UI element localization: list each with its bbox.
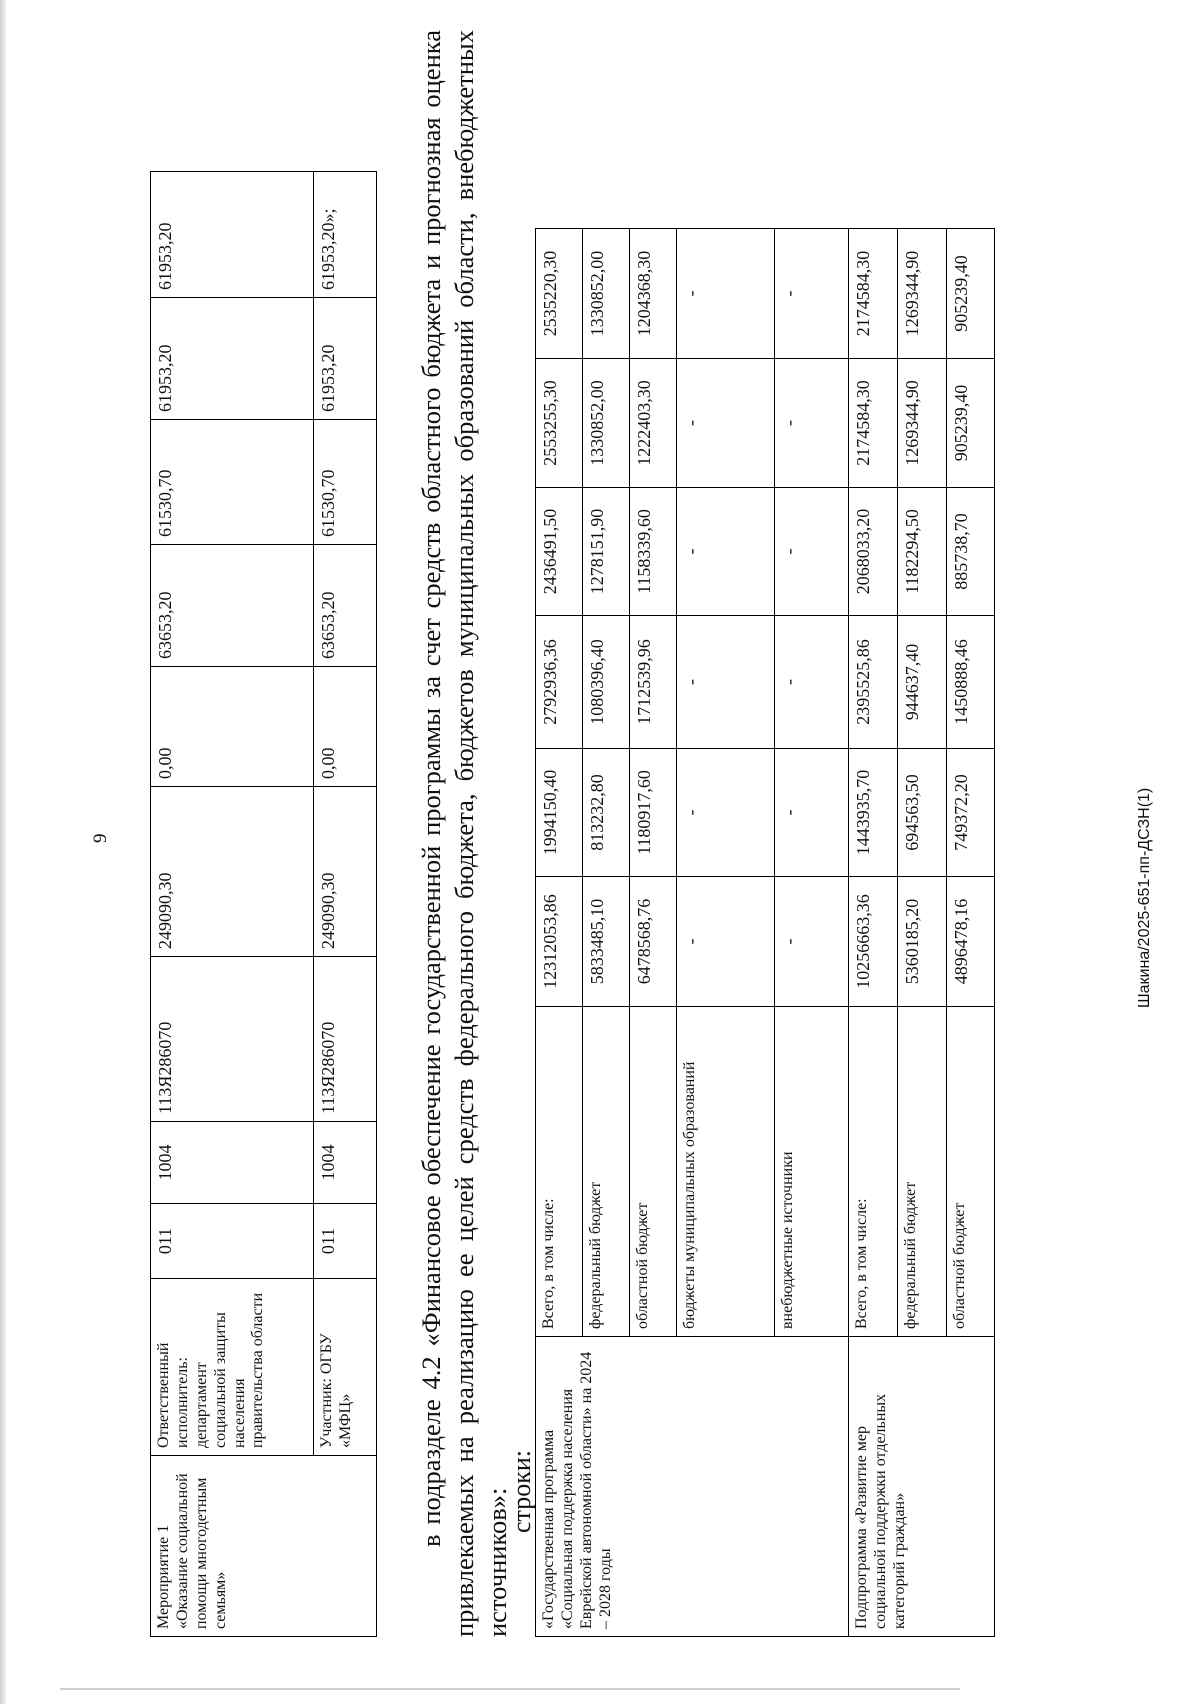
value-cell: 2553255,30 — [536, 359, 583, 488]
value-cell: 885738,70 — [947, 488, 995, 616]
value-cell: 6478568,76 — [630, 877, 677, 1007]
rotated-page-content — [150, 30, 1028, 1637]
value-cell: 2436491,50 — [536, 488, 583, 616]
value-cell: 5833485,10 — [583, 877, 630, 1007]
value-cell: - — [677, 229, 775, 359]
funding-source: федеральный бюджет — [583, 1007, 630, 1337]
value-cell: 1712539,96 — [630, 616, 677, 749]
rzpr-cell: 1004 — [314, 1122, 377, 1204]
table-row — [536, 229, 583, 1637]
value-cell: 61953,20 — [314, 298, 377, 420]
event-name: Мероприятие 1 «Оказание социальной помощи многодетным семьям» — [151, 1456, 377, 1637]
value-cell: 905239,40 — [947, 229, 995, 359]
value-cell: 749372,20 — [947, 749, 995, 877]
value-cell: 1278151,90 — [583, 488, 630, 616]
csr-cell: 113Я286070 — [314, 957, 377, 1122]
value-cell: 944637,40 — [898, 616, 947, 749]
executor-cell: Ответственный исполнитель: департамент социальной защиты населения правительства области — [151, 1279, 314, 1456]
value-cell: 813232,80 — [583, 749, 630, 877]
value-cell: 1450888,46 — [947, 616, 995, 749]
funding-source: бюджеты муниципальных образований — [677, 1007, 775, 1337]
value-cell: - — [775, 488, 849, 616]
value-cell: 61530,70 — [151, 420, 314, 545]
paragraph-text: в подразделе 4.2 «Финансовое обеспечение государственной программы за счет средств областного бюджета и прогнозная оценка привлекаемых на реализацию ее целей средств федерального бюджета, бюджетов муниципальных образований области, внебюджетных источников»: — [416, 30, 513, 1637]
funding-source: внебюджетные источники — [775, 1007, 849, 1337]
value-cell: 2068033,20 — [849, 488, 898, 616]
scan-edge — [0, 0, 6, 1704]
value-cell: 1222403,30 — [630, 359, 677, 488]
value-cell: - — [775, 877, 849, 1007]
value-cell: 2174584,30 — [849, 359, 898, 488]
value-cell: 0,00 — [314, 667, 377, 787]
value-cell: 10256663,36 — [849, 877, 898, 1007]
funding-source: областной бюджет — [947, 1007, 995, 1337]
value-cell: 249090,30 — [151, 787, 314, 957]
value-cell: 2174584,30 — [849, 229, 898, 359]
value-cell: - — [677, 877, 775, 1007]
value-cell: 61530,70 — [314, 420, 377, 545]
value-cell: 1182294,50 — [898, 488, 947, 616]
value-cell: - — [775, 749, 849, 877]
scan-edge-bottom — [60, 1688, 960, 1690]
value-cell: - — [677, 359, 775, 488]
program-name: «Государственная программа «Социальная поддержка населения Еврейской автономной области» на 2024 – 2028 годы — [536, 1337, 849, 1637]
table-row — [849, 229, 898, 1637]
event-budget-table — [150, 171, 377, 1637]
value-cell: 61953,20»; — [314, 172, 377, 298]
funding-source: Всего, в том числе: — [536, 1007, 583, 1337]
subprogram-name: Подпрограмма «Развитие мер социальной поддержки отдельных категорий граждан» — [849, 1337, 995, 1637]
value-cell: - — [775, 229, 849, 359]
grbs-cell: 011 — [314, 1204, 377, 1279]
value-cell: 1204368,30 — [630, 229, 677, 359]
value-cell: - — [775, 616, 849, 749]
value-cell: 2535220,30 — [536, 229, 583, 359]
amendment-paragraph — [415, 30, 514, 1637]
value-cell: - — [677, 488, 775, 616]
funding-source: федеральный бюджет — [898, 1007, 947, 1337]
value-cell: 1080396,40 — [583, 616, 630, 749]
value-cell: 249090,30 — [314, 787, 377, 957]
value-cell: 1443935,70 — [849, 749, 898, 877]
value-cell: 1269344,90 — [898, 359, 947, 488]
executor-cell: Участник: ОГБУ «МФЦ» — [314, 1279, 377, 1456]
funding-source: Всего, в том числе: — [849, 1007, 898, 1337]
finance-table — [535, 228, 995, 1637]
value-cell: 2792936,36 — [536, 616, 583, 749]
value-cell: 61953,20 — [151, 298, 314, 420]
value-cell: - — [775, 359, 849, 488]
value-cell: 1330852,00 — [583, 359, 630, 488]
table-row — [151, 172, 314, 1637]
value-cell: 0,00 — [151, 667, 314, 787]
value-cell: 61953,20 — [151, 172, 314, 298]
rzpr-cell: 1004 — [151, 1122, 314, 1204]
value-cell: 1994150,40 — [536, 749, 583, 877]
table-row — [314, 172, 377, 1637]
value-cell: 1158339,60 — [630, 488, 677, 616]
value-cell: - — [677, 749, 775, 877]
value-cell: 905239,40 — [947, 359, 995, 488]
funding-source: областной бюджет — [630, 1007, 677, 1337]
value-cell: 1330852,00 — [583, 229, 630, 359]
grbs-cell: 011 — [151, 1204, 314, 1279]
value-cell: 1180917,60 — [630, 749, 677, 877]
value-cell: 1269344,90 — [898, 229, 947, 359]
csr-cell: 113Я286070 — [151, 957, 314, 1122]
value-cell: 63653,20 — [151, 545, 314, 667]
value-cell: 4896478,16 — [947, 877, 995, 1007]
rows-label: строки: — [507, 1450, 536, 1533]
value-cell: 12312053,86 — [536, 877, 583, 1007]
document-code: Шакина/2025-651-пп-ДСЗН(1) — [1136, 787, 1153, 1008]
value-cell: 63653,20 — [314, 545, 377, 667]
value-cell: 2395525,86 — [849, 616, 898, 749]
value-cell: 5360185,20 — [898, 877, 947, 1007]
value-cell: 694563,50 — [898, 749, 947, 877]
page-number: 9 — [90, 833, 111, 843]
value-cell: - — [677, 616, 775, 749]
